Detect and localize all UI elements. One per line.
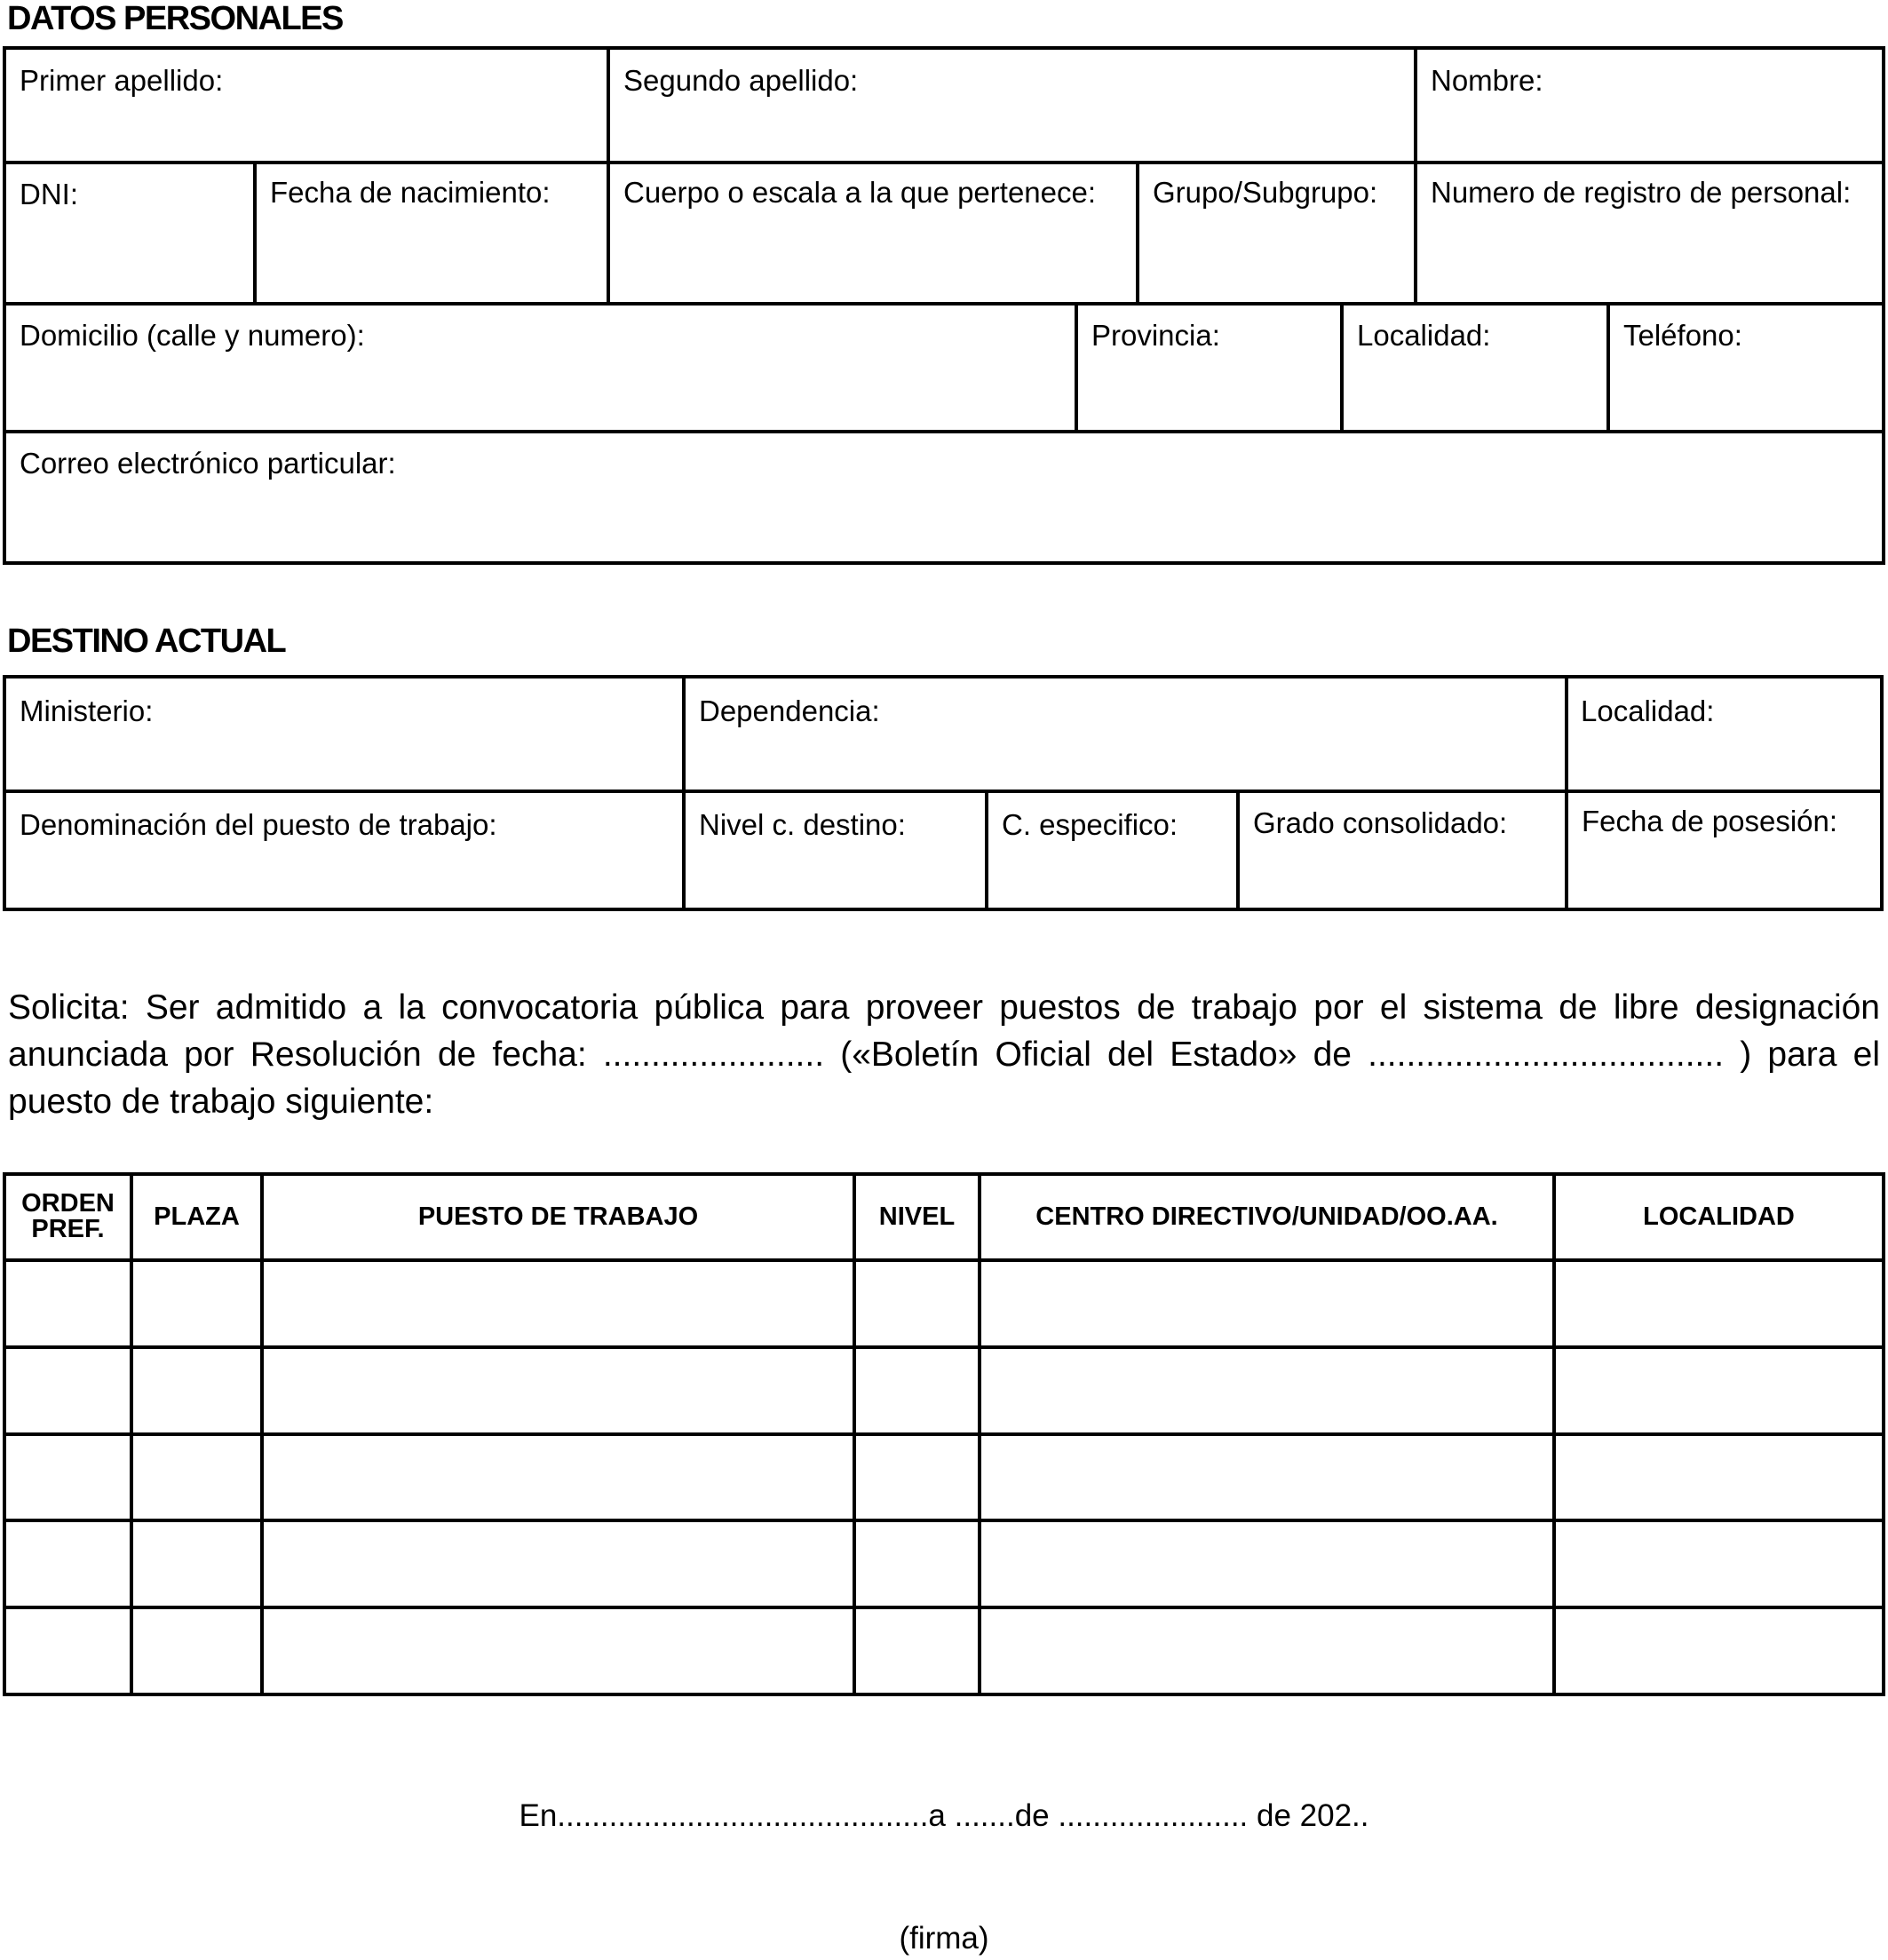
header-puesto-trabajo: PUESTO DE TRABAJO [417, 1202, 699, 1231]
field-complemento-especifico[interactable]: C. especifico: [1002, 808, 1178, 841]
table-row-2-nivel[interactable] [856, 1349, 978, 1432]
table-row-2-plaza[interactable] [133, 1349, 260, 1432]
field-correo[interactable]: Correo electrónico particular: [20, 447, 396, 480]
field-denominacion-puesto[interactable]: Denominación del puesto de trabajo: [20, 808, 497, 841]
table-row-1-plaza[interactable] [133, 1262, 260, 1345]
table-row-4-puesto[interactable] [264, 1522, 853, 1606]
personal-data-table [3, 46, 1885, 565]
table-row-2-centro[interactable] [981, 1349, 1552, 1432]
table-row-5-centro[interactable] [981, 1609, 1552, 1693]
header-localidad: LOCALIDAD [1643, 1202, 1795, 1231]
table-row-5-nivel[interactable] [856, 1609, 978, 1693]
table-row-3-centro[interactable] [981, 1436, 1552, 1519]
table-row-1-orden[interactable] [6, 1262, 130, 1345]
field-primer-apellido[interactable]: Primer apellido: [20, 64, 224, 97]
field-cuerpo-escala[interactable]: Cuerpo o escala a la que pertenece: [623, 176, 1097, 209]
field-nombre[interactable]: Nombre: [1431, 64, 1543, 97]
field-ministerio[interactable]: Ministerio: [20, 694, 154, 727]
field-telefono[interactable]: Teléfono: [1623, 319, 1742, 352]
field-provincia[interactable]: Provincia: [1091, 319, 1220, 352]
table-row-1-centro[interactable] [981, 1262, 1552, 1345]
field-grupo-subgrupo[interactable]: Grupo/Subgrupo: [1153, 176, 1378, 209]
table-row-4-nivel[interactable] [856, 1522, 978, 1606]
table-row-5-orden[interactable] [6, 1609, 130, 1693]
header-orden-pref [6, 1177, 130, 1257]
field-dni[interactable]: DNI: [20, 178, 78, 210]
table-row-3-nivel[interactable] [856, 1436, 978, 1519]
header-plaza: PLAZA [154, 1202, 240, 1231]
table-row-5-localidad[interactable] [1556, 1609, 1882, 1693]
section-title-datos-personales: DATOS PERSONALES [7, 0, 343, 37]
field-localidad-destino[interactable]: Localidad: [1581, 694, 1715, 727]
field-fecha-nacimiento[interactable]: Fecha de nacimiento: [270, 176, 551, 209]
field-domicilio[interactable]: Domicilio (calle y numero): [20, 319, 365, 352]
firma-label: (firma) [899, 1921, 989, 1956]
field-fecha-posesion[interactable]: Fecha de posesión: [1582, 805, 1838, 837]
field-segundo-apellido[interactable]: Segundo apellido: [623, 64, 859, 97]
table-row-2-localidad[interactable] [1556, 1349, 1882, 1432]
table-row-2-orden[interactable] [6, 1349, 130, 1432]
field-dependencia[interactable]: Dependencia: [699, 694, 880, 727]
table-row-1-localidad[interactable] [1556, 1262, 1882, 1345]
table-row-1-nivel[interactable] [856, 1262, 978, 1345]
table-row-3-plaza[interactable] [133, 1436, 260, 1519]
header-centro-directivo: CENTRO DIRECTIVO/UNIDAD/OO.AA. [1035, 1202, 1498, 1231]
field-grado-consolidado[interactable]: Grado consolidado: [1253, 806, 1508, 839]
table-row-4-localidad[interactable] [1556, 1522, 1882, 1606]
table-row-3-localidad[interactable] [1556, 1436, 1882, 1519]
header-orden: ORDEN [21, 1189, 115, 1218]
table-row-1-puesto[interactable] [264, 1262, 853, 1345]
table-row-4-centro[interactable] [981, 1522, 1552, 1606]
table-row-5-puesto[interactable] [264, 1609, 853, 1693]
table-row-4-plaza[interactable] [133, 1522, 260, 1606]
header-pref: PREF. [31, 1215, 105, 1243]
table-row-4-orden[interactable] [6, 1522, 130, 1606]
header-nivel: NIVEL [878, 1202, 956, 1231]
section-title-destino-actual: DESTINO ACTUAL [7, 623, 286, 660]
table-row-3-orden[interactable] [6, 1436, 130, 1519]
field-localidad-personal[interactable]: Localidad: [1357, 319, 1491, 352]
solicita-paragraph: Solicita: Ser admitido a la convocatoria pública para proveer puestos de trabajo por el sistema de libre designación anunciada por Resolución de fecha: ....................... («Boletín Oficial del Estado» de ..................................... ) para el puesto de trabajo siguiente: [8, 988, 1880, 1121]
field-numero-registro[interactable]: Numero de registro de personal: [1431, 176, 1852, 209]
table-row-2-puesto[interactable] [264, 1349, 853, 1432]
field-nivel-destino[interactable]: Nivel c. destino: [699, 808, 906, 841]
table-row-5-plaza[interactable] [133, 1609, 260, 1693]
table-row-3-puesto[interactable] [264, 1436, 853, 1519]
lugar-fecha-line[interactable]: En...........................................a .......de ...................... de 202.. [519, 1798, 1369, 1833]
